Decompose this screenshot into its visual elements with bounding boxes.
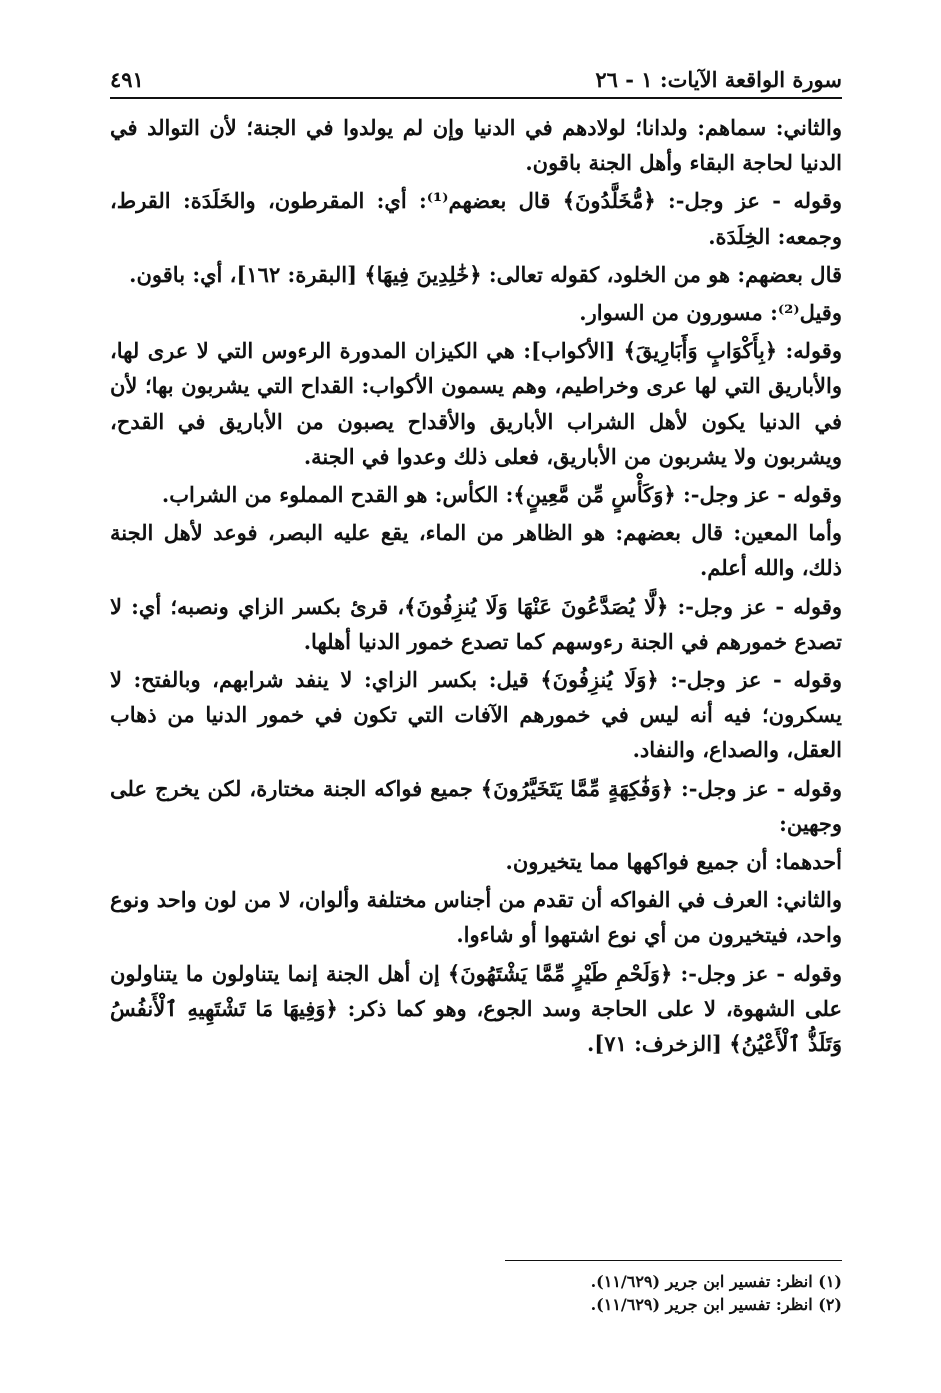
paragraph: وقوله - عز وجل-: ﴿وَكَأْسٍ مِّن مَّعِينٍ﴾: الكأس: هو القدح المملوء من الشراب. (161, 482, 842, 508)
paragraph: وقيل⁽²⁾: مسورون من السوار. (579, 300, 842, 326)
paragraph: وقوله - عز وجل-: ﴿وَلَا يُنزِفُونَ﴾ قيل: بكسر الزاي: لا ينفد شرابهم، وبالفتح: لا يسكرون؛ فيه أنه ليس في خمورهم الآفات التي تكون في خمور الدنيا من ذهاب العقل، والصداع، والنفاد. (110, 667, 842, 763)
paragraph: وقوله: ﴿بِأَكْوَابٍ وَأَبَارِيقَ﴾ [الأكواب]: هي الكيزان المدورة الرءوس التي لا عرى لها، والأباريق التي لها عرى وخراطيم، وهم يسمون الأكواب: القداح التي يشربون بها؛ لأن في الدنيا يكون لأهل الشراب الأباريق والأقداح يصبون من الأباريق في القدح، ويشربون ولا يشربون من الأباريق، فعلى ذلك وعدوا في الجنة. (110, 338, 842, 469)
page-number: ٤٩١ (110, 67, 144, 92)
paragraph: قال بعضهم: هو من الخلود، كقوله تعالى: ﴿خَٰلِدِينَ فِيهَا﴾ [البقرة: ١٦٢]، أي: باقون. (129, 261, 842, 287)
header-rule (110, 97, 842, 99)
main-text (110, 110, 842, 1064)
header-title: سورة الواقعة الآيات: ١ - ٢٦ (595, 67, 842, 92)
running-header (110, 58, 842, 92)
paragraph: وقوله - عز وجل-: ﴿وَفَٰكِهَةٍ مِّمَّا يَتَخَيَّرُونَ﴾ جميع فواكه الجنة مختارة، لكن يخرج على وجهين: (110, 775, 842, 836)
footnote-rule (505, 1260, 842, 1261)
paragraph: وقوله - عز وجل-: ﴿وَلَحْمِ طَيْرٍ مِّمَّا يَشْتَهُونَ﴾ إن أهل الجنة إنما يتناولون ما يتناولون على الشهوة، لا على الحاجة وسد الجوع، وهو كما ذكر: ﴿وَفِيهَا مَا تَشْتَهِيهِ ٱلْأَنفُسُ وَتَلَذُّ ٱلْأَعْيُنُ﴾ [الزخرف: ٧١]. (110, 960, 842, 1057)
footnote: (١) انظر: تفسير ابن جرير (١١/٦٢٩). (590, 1272, 842, 1291)
paragraph: والثاني: العرف في الفواكه أن تقدم من أجناس مختلفة وألوان، لا من لون واحد ونوع واحد، فيتخيرون من أي نوع اشتهوا أو شاءوا. (110, 887, 842, 948)
paragraph: وقوله - عز وجل-: ﴿مُّخَلَّدُونَ﴾ قال بعضهم⁽¹⁾: أي: المقرطون، والخَلَدَة: القرط، وجمعه: الخِلَدَة. (110, 188, 843, 249)
footnote: (٢) انظر: تفسير ابن جرير (١١/٦٢٩). (590, 1295, 842, 1314)
paragraph: والثاني: سماهم: ولدانا؛ لولادهم في الدنيا وإن لم يولدوا في الجنة؛ لأن التوالد في الدنيا لحاجة البقاء وأهل الجنة باقون. (110, 115, 842, 176)
paragraph: وقوله - عز وجل-: ﴿لَّا يُصَدَّعُونَ عَنْهَا وَلَا يُنزِفُونَ﴾، قرئ بكسر الزاي ونصبه؛ أي: لا تصدع خمورهم في الجنة رءوسهم كما تصدع خمور الدنيا أهلها. (110, 593, 842, 654)
paragraph: أحدهما: أن جميع فواكهها مما يتخيرون. (505, 849, 842, 875)
footnotes (110, 1270, 842, 1316)
paragraph: وأما المعين: قال بعضهم: هو الظاهر من الماء، يقع عليه البصر، فوعد لأهل الجنة ذلك، والله أعلم. (110, 520, 842, 581)
